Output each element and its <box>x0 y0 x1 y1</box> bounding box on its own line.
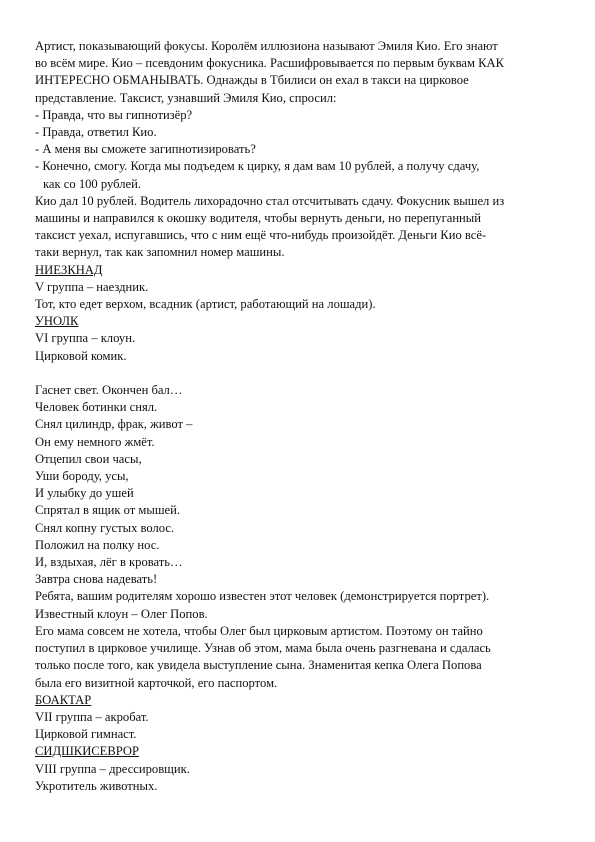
group-description: Укротитель животных. <box>35 778 158 793</box>
anagram-heading: БОАКТАР <box>35 692 92 707</box>
poem-line: Положил на полку нос. <box>35 537 160 552</box>
dialog-line: - А меня вы сможете загипнотизировать? <box>35 142 256 157</box>
text-line: была его визитной карточкой, его паспортом. <box>35 675 278 690</box>
poem-line: Снял копну густых волос. <box>35 520 175 535</box>
anagram-heading: СИДШКИСЕВРОР <box>35 744 140 759</box>
dialog-line: - Конечно, смогу. Когда мы подъедем к цирку, я дам вам 10 рублей, а получу сдачу, <box>35 159 480 174</box>
text-line: поступил в цирковое училище. Узнав об этом, мама была очень разгневана и сдалась <box>35 641 491 656</box>
anagram-heading: УНОЛК <box>35 314 79 329</box>
dialog-line: - Правда, ответил Кио. <box>35 125 157 140</box>
text-line: Ребята, вашим родителям хорошо известен этот человек (демонстрируется портрет). <box>35 589 490 604</box>
poem-line: И, вздыхая, лёг в кровать… <box>35 555 183 570</box>
text-line: таксист уехал, испугавшись, что с ним ещё что-нибудь произойдёт. Деньги Кио всё- <box>35 228 487 243</box>
text-line: Артист, показывающий фокусы. Королём иллюзиона называют Эмиля Кио. Его знают <box>35 39 498 53</box>
text-line: во всём мире. Кио – псевдоним фокусника. Расшифровывается по первым буквам КАК <box>35 56 504 71</box>
group-title: VIII группа – дрессировщик. <box>35 761 190 776</box>
group-title: VII группа – акробат. <box>35 709 149 724</box>
group-5-section <box>35 262 570 314</box>
dialog-line: как со 100 рублей. <box>43 176 141 191</box>
poem-line: Отцепил свои часы, <box>35 451 142 466</box>
group-7-section <box>35 692 570 744</box>
kio-story <box>35 193 570 262</box>
poem-line: Спрятал в ящик от мышей. <box>35 503 181 518</box>
kio-intro <box>35 38 570 107</box>
text-line: Его мама совсем не хотела, чтобы Олег был цирковым артистом. Поэтому он тайно <box>35 623 483 638</box>
blank-line <box>35 365 570 382</box>
poem-line: Он ему немного жмёт. <box>35 434 155 449</box>
text-line: Известный клоун – Олег Попов. <box>35 606 208 621</box>
clown-poem <box>35 382 570 588</box>
group-8-section <box>35 743 570 795</box>
document-page <box>35 38 570 795</box>
text-line: машины и направился к окошку водителя, чтобы вернуть деньги, но перепуганный <box>35 211 482 226</box>
group-title: V группа – наездник. <box>35 279 149 294</box>
kio-dialog <box>35 107 570 193</box>
text-line: только после того, как увидела выступление сына. Знаменитая кепка Олега Попова <box>35 658 482 673</box>
group-description: Цирковой комик. <box>35 348 127 363</box>
popov-section <box>35 588 570 691</box>
anagram-heading: НИЕЗКНАД <box>35 262 103 277</box>
text-line: ИНТЕРЕСНО ОБМАНЫВАТЬ. Однажды в Тбилиси он ехал в такси на цирковое <box>35 73 469 88</box>
group-title: VI группа – клоун. <box>35 331 136 346</box>
poem-line: Человек ботинки снял. <box>35 400 158 415</box>
poem-line: И улыбку до ушей <box>35 486 134 501</box>
text-line: Кио дал 10 рублей. Водитель лихорадочно стал отсчитывать сдачу. Фокусник вышел из <box>35 193 505 208</box>
text-line: таки вернул, так как запомнил номер машины. <box>35 245 285 260</box>
dialog-line: - Правда, что вы гипнотизёр? <box>35 107 193 122</box>
group-6-section <box>35 313 570 365</box>
poem-line: Гаснет свет. Окончен бал… <box>35 383 183 398</box>
group-description: Тот, кто едет верхом, всадник (артист, работающий на лошади). <box>35 297 376 312</box>
poem-line: Уши бороду, усы, <box>35 469 129 484</box>
poem-line: Снял цилиндр, фрак, живот – <box>35 417 193 432</box>
group-description: Цирковой гимнаст. <box>35 727 137 742</box>
text-line: представление. Таксист, узнавший Эмиля Кио, спросил: <box>35 90 337 105</box>
poem-line: Завтра снова надевать! <box>35 572 158 587</box>
